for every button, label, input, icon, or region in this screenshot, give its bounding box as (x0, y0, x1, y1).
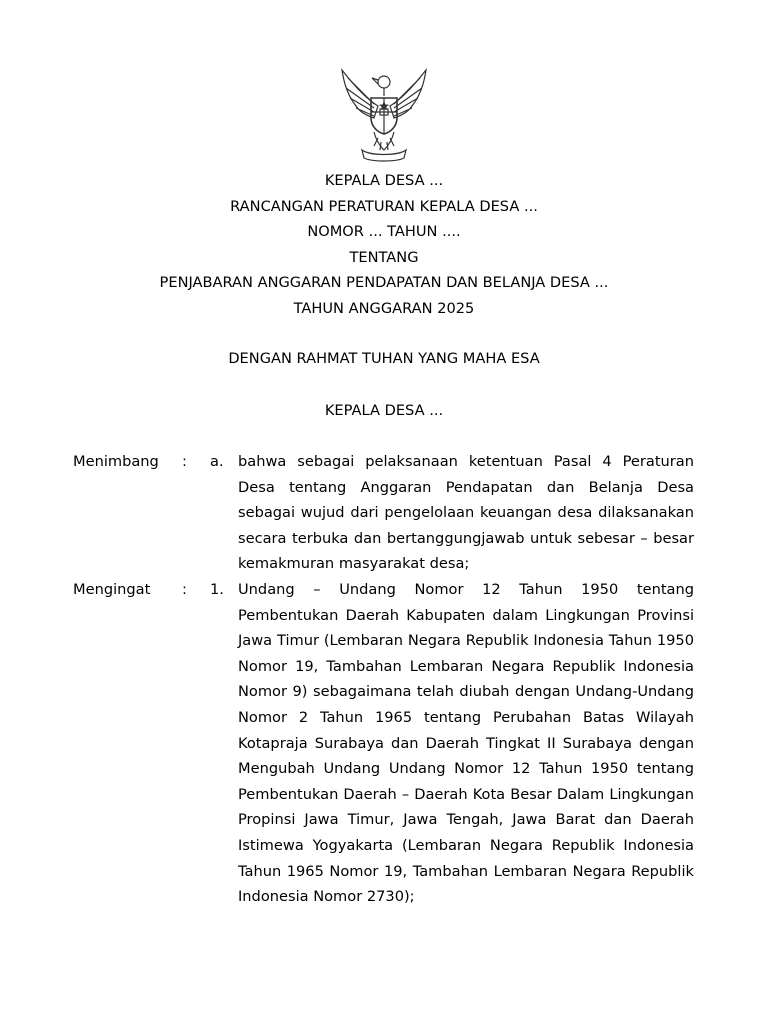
heading-blessing: DENGAN RAHMAT TUHAN YANG MAHA ESA (228, 350, 540, 367)
heading-tahun-anggaran: TAHUN ANGGARAN 2025 (293, 300, 475, 317)
garuda-emblem-icon (334, 66, 434, 166)
heading-penjabaran-apbdes: PENJABARAN ANGGARAN PENDAPATAN DAN BELANJA DESA ... (159, 274, 609, 291)
heading-official-title: KEPALA DESA ... (324, 402, 444, 419)
menimbang-label: Menimbang (73, 453, 159, 470)
menimbang-text: bahwa sebagai pelaksanaan ketentuan Pasal 4 Peraturan Desa tentang Anggaran Pendapatan dan Belanja Desa sebagai wujud dari pengelolaan keuangan desa dilaksanakan secara terbuka dan bertanggungjawab untuk sebesar – besar kemakmuran masyarakat desa; (238, 453, 694, 573)
mengingat-marker: 1. (210, 581, 224, 598)
mengingat-colon: : (182, 581, 187, 598)
mengingat-label: Mengingat (73, 581, 151, 598)
heading-rancangan-peraturan: RANCANGAN PERATURAN KEPALA DESA ... (230, 198, 538, 215)
heading-nomor-tahun: NOMOR ... TAHUN .... (307, 223, 461, 240)
menimbang-colon: : (182, 453, 187, 470)
mengingat-text: Undang – Undang Nomor 12 Tahun 1950 tentang Pembentukan Daerah Kabupaten dalam Lingkungan Provinsi Jawa Timur (Lembaran Negara Republik Indonesia Tahun 1950 Nomor 19, Tambahan Lembaran Negara Republik Indonesia Nomor 9) sebagaimana telah diubah dengan Undang-Undang Nomor 2 Tahun 1965 tentang Perubahan Batas Wilayah Kotapraja Surabaya dan Daerah Tingkat II Surabaya dengan Mengubah Undang Undang Nomor 12 Tahun 1950 tentang Pembentukan Daerah – Daerah Kota Besar Dalam Lingkungan Propinsi Jawa Timur, Jawa Tengah, Jawa Barat dan Daerah Istimewa Yogyakarta (Lembaran Negara Republik Indonesia Tahun 1965 Nomor 19, Tambahan Lembaran Negara Republik Indonesia Nomor 2730); (238, 581, 694, 906)
heading-kepala-desa: KEPALA DESA ... (324, 172, 444, 189)
menimbang-marker: a. (210, 453, 224, 470)
heading-tentang: TENTANG (349, 249, 419, 266)
